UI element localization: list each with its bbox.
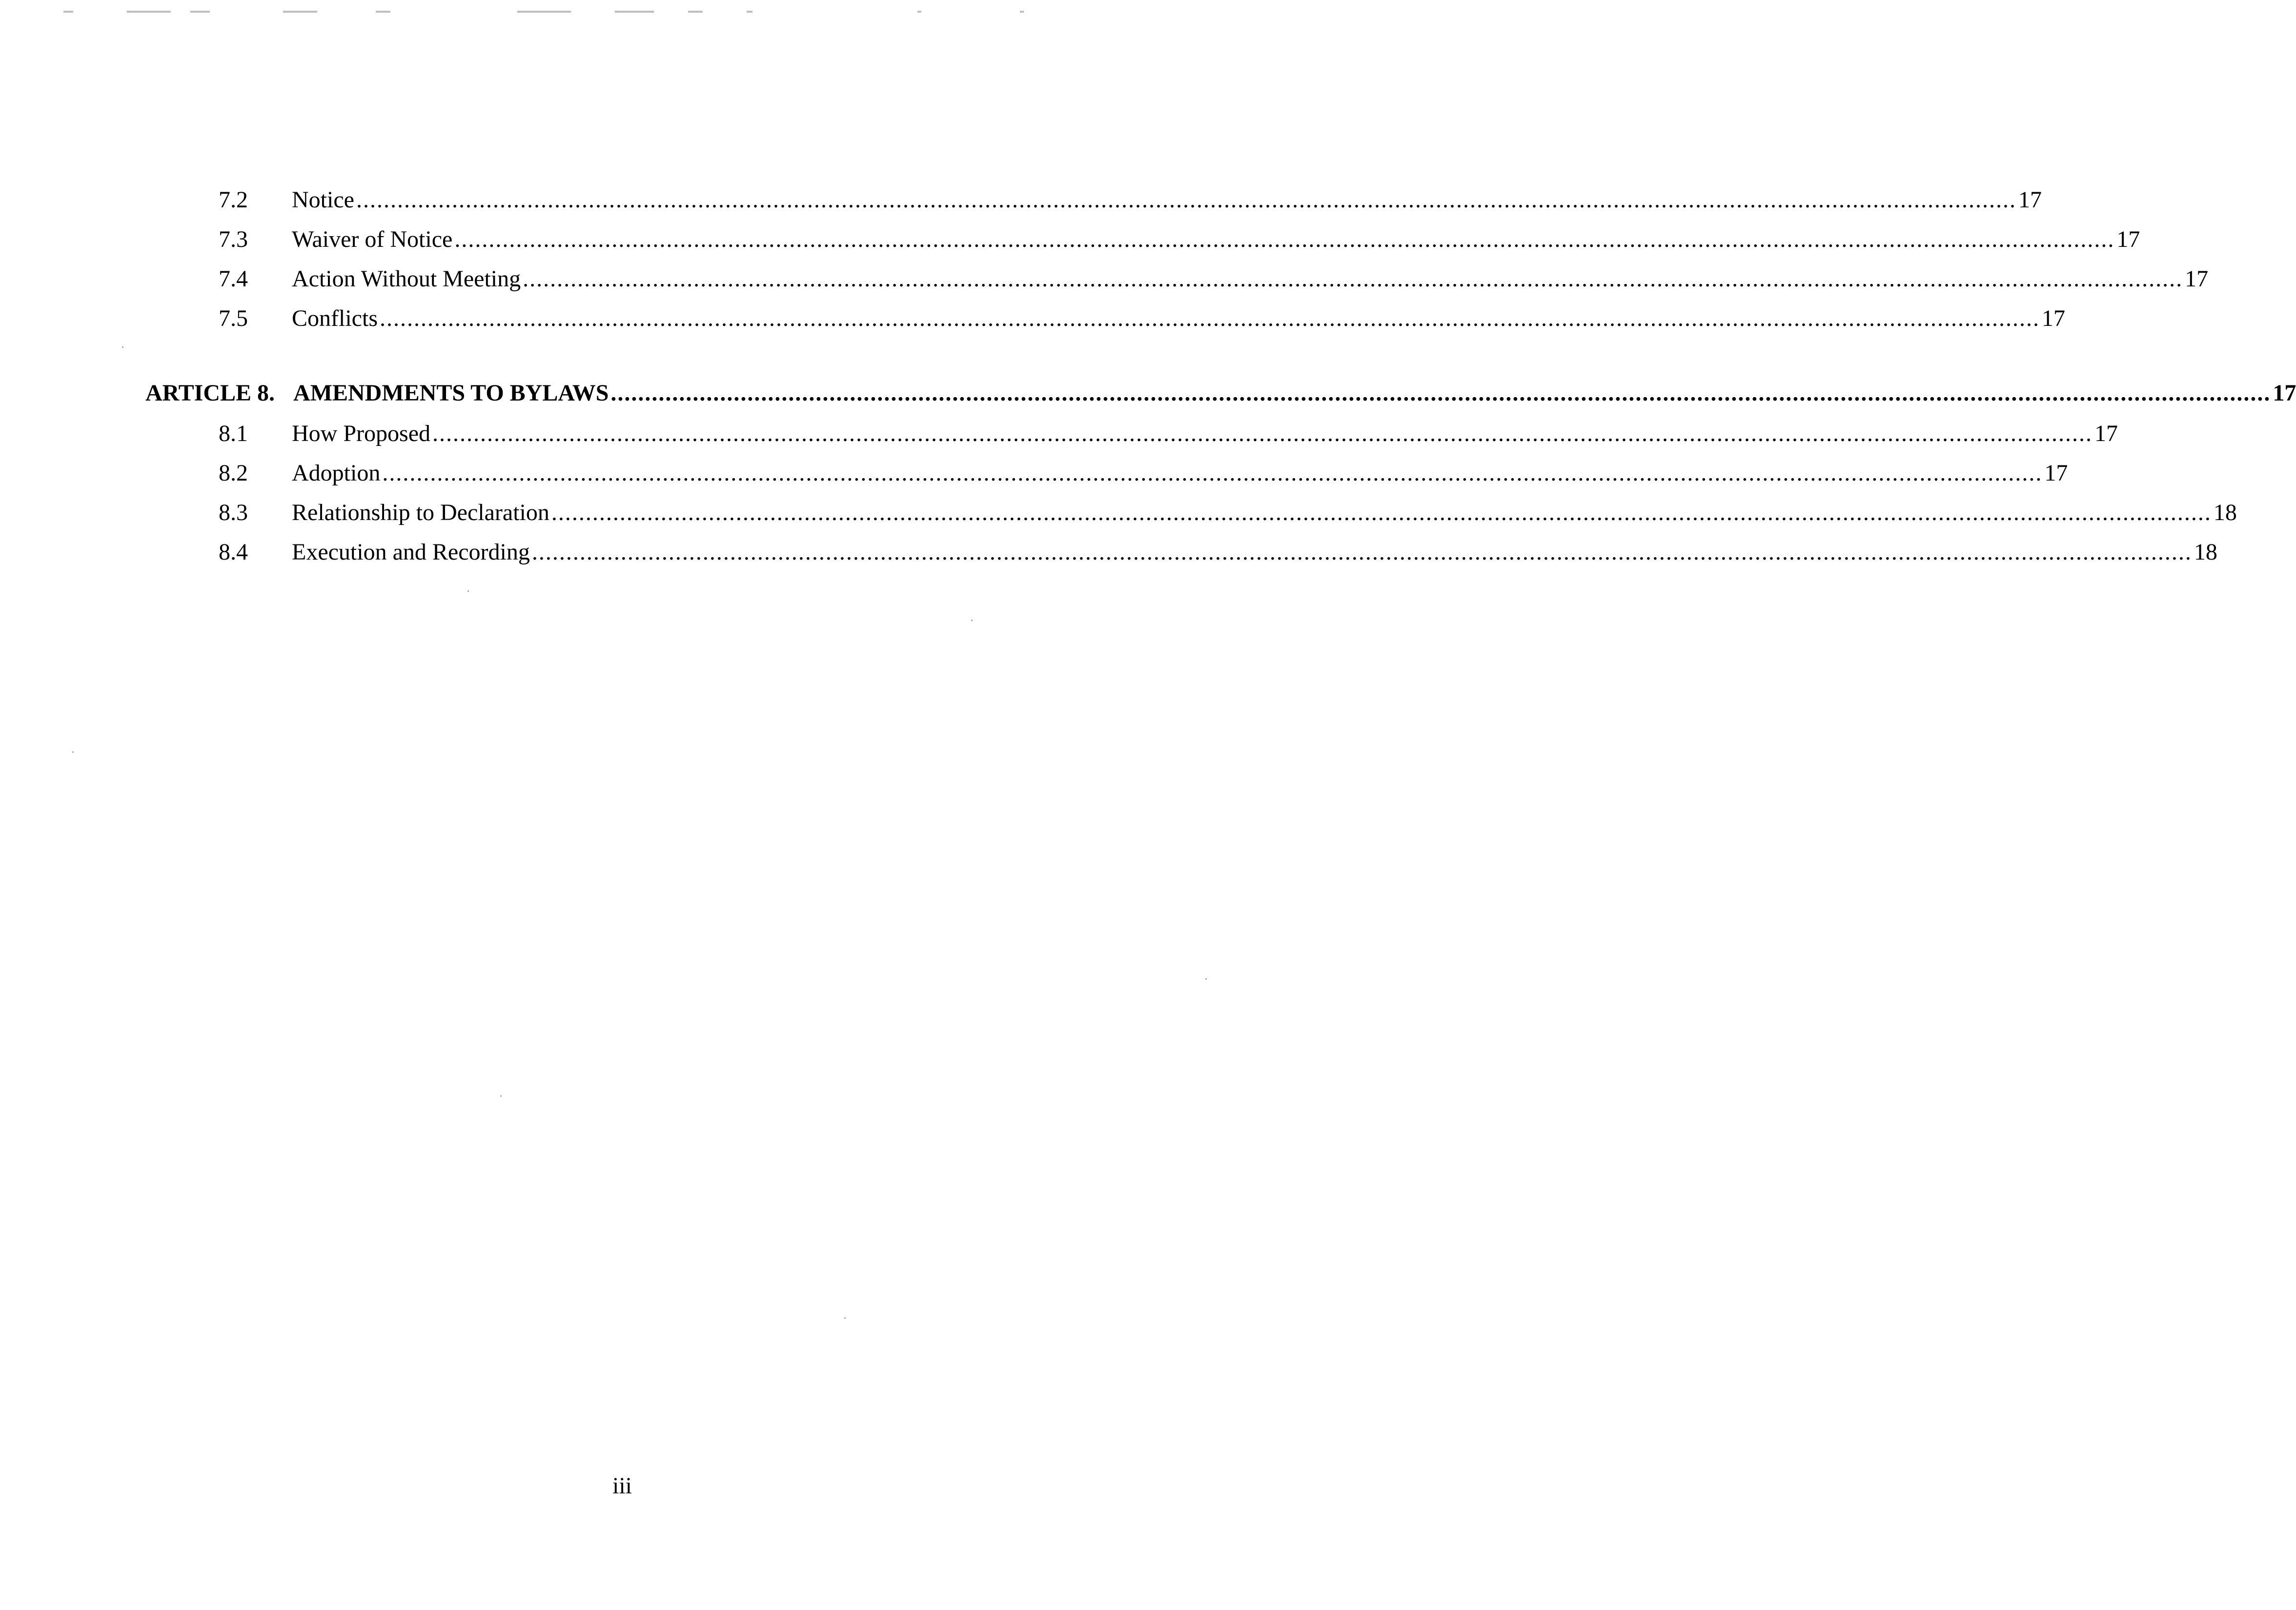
- scan-speck: [1205, 978, 1207, 980]
- toc-section-title: Notice: [292, 187, 354, 213]
- toc-entry-7-4: [219, 265, 2209, 293]
- scan-speck: [844, 1317, 846, 1319]
- scan-speck: [72, 751, 74, 753]
- toc-section-number: 7.4: [219, 266, 248, 292]
- toc-page-number: 17: [2273, 380, 2296, 406]
- toc-page-number: 17: [2044, 460, 2068, 486]
- toc-dot-leader: ...................................................................................................................................................................................................................................................: [523, 266, 2183, 292]
- scan-speck: [500, 1095, 502, 1097]
- toc-entry-7-3: [219, 226, 2140, 253]
- toc-section-title: How Proposed: [292, 421, 430, 446]
- toc-page-number: 17: [2185, 266, 2209, 292]
- scan-artifacts: [63, 11, 1039, 16]
- toc-article-title: AMENDMENTS TO BYLAWS: [293, 380, 609, 406]
- toc-entry-article-8: [145, 380, 2296, 407]
- toc-entry-7-5: [219, 305, 2065, 332]
- toc-page-number: 18: [2194, 539, 2217, 565]
- toc-dot-leader: ...................................................................................................................................................................................................................................................: [380, 305, 2040, 331]
- toc-section-title: Execution and Recording: [292, 539, 530, 565]
- toc-section-number: 7.3: [219, 226, 248, 252]
- toc-page-number: 17: [2116, 226, 2140, 252]
- toc-section-number: 8.4: [219, 539, 248, 565]
- toc-page-number: 17: [2018, 187, 2042, 213]
- toc-section-title: Adoption: [292, 460, 381, 486]
- toc-page-number: 17: [2042, 305, 2065, 331]
- toc-entry-8-2: [219, 460, 2068, 487]
- toc-section-number: 7.2: [219, 187, 248, 213]
- toc-dot-leader: ...................................................................................................................................................................................................................................................: [432, 421, 2093, 446]
- toc-dot-leader: ...................................................................................................................................................................................................................................................: [454, 226, 2115, 252]
- toc-section-number: 8.1: [219, 421, 248, 446]
- toc-entry-8-3: [219, 499, 2237, 526]
- toc-dot-leader: ...................................................................................................................................................................................................................................................: [551, 500, 2212, 525]
- scan-speck: [971, 620, 973, 621]
- scan-speck: [467, 590, 469, 592]
- scan-speck: [122, 346, 123, 348]
- toc-dot-leader: ...................................................................................................................................................................................................................................................: [531, 539, 2192, 565]
- toc-entry-8-1: [219, 420, 2118, 447]
- toc-section-number: 8.2: [219, 460, 248, 486]
- toc-page-number: 18: [2213, 500, 2237, 525]
- page-number-footer: iii: [612, 1473, 632, 1499]
- toc-page-number: 17: [2094, 421, 2118, 446]
- toc-section-title: Action Without Meeting: [292, 266, 521, 292]
- toc-section-title: Relationship to Declaration: [292, 500, 549, 525]
- toc-section-number: 7.5: [219, 305, 248, 331]
- toc-dot-leader: ...................................................................................................................................................................................................................................................: [356, 187, 2016, 213]
- toc-section-number: 8.3: [219, 500, 248, 525]
- toc-article-number: ARTICLE 8.: [145, 380, 275, 406]
- toc-entry-7-2: [219, 186, 2042, 214]
- toc-dot-leader: ...................................................................................................................................................................................................................................................: [610, 380, 2271, 406]
- toc-dot-leader: ...................................................................................................................................................................................................................................................: [382, 460, 2043, 486]
- toc-section-title: Conflicts: [292, 305, 378, 331]
- toc-section-title: Waiver of Notice: [292, 226, 453, 252]
- toc-entry-8-4: [219, 539, 2217, 566]
